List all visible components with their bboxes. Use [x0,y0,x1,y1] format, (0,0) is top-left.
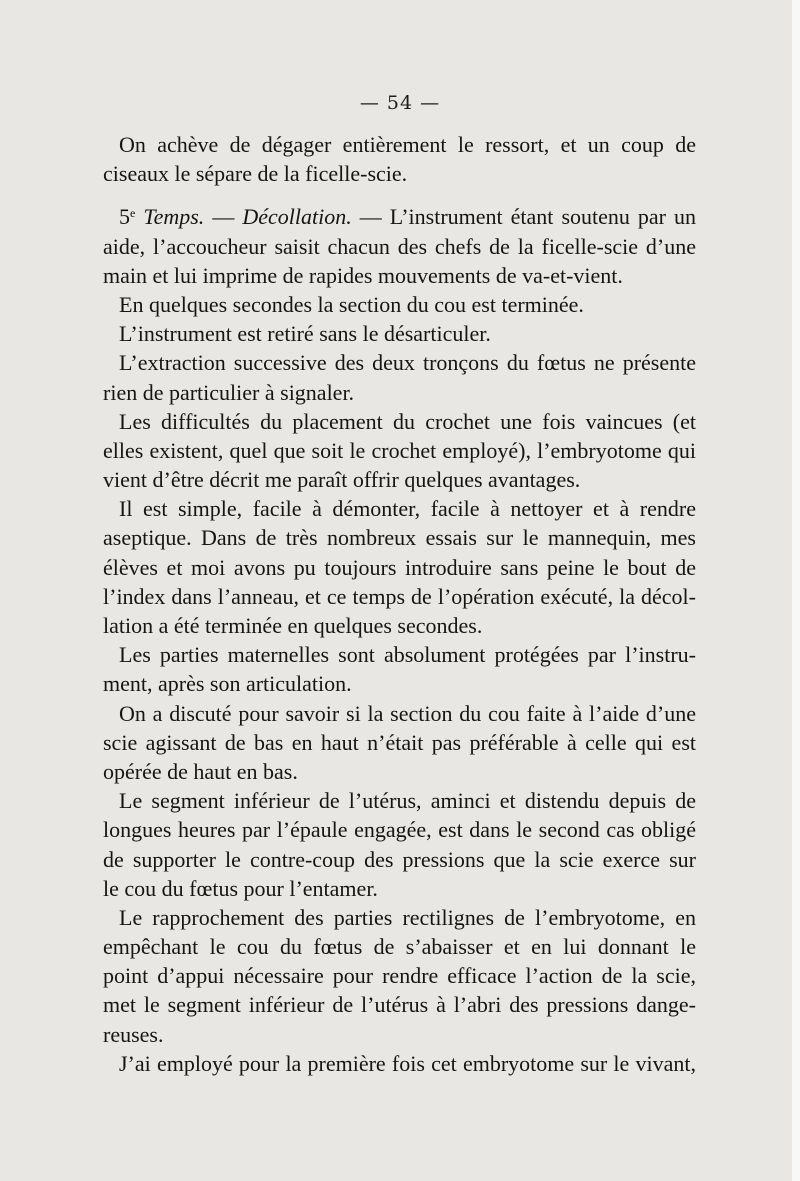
text-line: ment, après son articulation. [103,671,352,697]
text-line: elles existent, quel que soit le crochet employé), l’embryotome qui [103,437,696,463]
text-line: opérée de haut en bas. [103,758,298,784]
text-line: l’index dans l’anneau, et ce temps de l’opération exécuté, la décol- [103,583,696,609]
paragraph [103,407,696,495]
text-line: point d’appui nécessaire pour rendre efficace l’action de la scie, [103,963,696,989]
page-body [103,130,696,1078]
text-line: En quelques secondes la section du cou est terminée. [119,291,584,317]
paragraph [103,699,696,787]
text-line: le cou du fœtus pour l’entamer. [103,875,378,901]
text-line: J’ai employé pour la première fois cet embryotome sur le vivant, [119,1050,696,1076]
text-line: élèves et moi avons pu toujours introduire sans peine le bout de [103,554,696,580]
step-title: Décollation. [242,204,352,230]
paragraph [103,1049,696,1078]
text-line: Les difficultés du placement du crochet une fois vaincues (et [119,408,696,434]
text-line: On a discuté pour savoir si la section du cou faite à l’aide d’une [119,700,696,726]
text-line: Le rapprochement des parties rectilignes de l’embryotome, en [119,904,696,930]
text-line: met le segment inférieur de l’utérus à l’abri des pressions dange- [103,992,696,1018]
text-line: scie agissant de bas en haut n’était pas préférable à celle qui est [103,729,696,755]
text-line: vient d’être décrit me paraît offrir quelques avantages. [103,467,581,493]
text-fragment: — L’instrument étant soutenu par un [359,204,697,230]
text-line: aseptique. Dans de très nombreux essais sur le mannequin, mes [103,525,696,551]
text-line: de supporter le contre-coup des pressions que la scie exerce sur [103,846,696,872]
text-line [103,202,696,231]
text-line: Il est simple, facile à démonter, facile à nettoyer et à rendre [119,496,696,522]
text-line: Les parties maternelles sont absolument protégées par l’instru- [119,642,696,668]
text-line: reuses. [103,1021,164,1047]
step-number: 5 [119,204,130,230]
paragraph [103,319,696,348]
paragraph [103,640,696,698]
paragraph [103,494,696,640]
text-line: Le segment inférieur de l’utérus, aminci et distendu depuis de [119,788,696,814]
text-line: rien de particulier à signaler. [103,379,355,405]
text-line: On achève de dégager entièrement le ressort, et un coup de [119,132,696,157]
dash: — [212,204,235,230]
step-ordinal: e [130,206,136,221]
text-line: L’extraction successive des deux tronçons du fœtus ne présente [119,350,696,376]
text-line: aide, l’accoucheur saisit chacun des chefs de la ficelle-scie d’une [103,233,696,259]
step-label: Temps. [143,204,205,230]
paragraph [103,130,696,188]
text-line: longues heures par l’épaule engagée, est dans le second cas obligé [103,817,696,843]
paragraph-gap [103,188,696,202]
text-line: ciseaux le sépare de la ficelle-scie. [103,161,408,187]
page-number: — 54 — [359,92,441,114]
text-line: empêchant le cou du fœtus de s’abaisser et en lui donnant le [103,934,696,960]
text-line: L’instrument est retiré sans le désarticuler. [119,321,491,347]
paragraph [103,786,696,903]
paragraph [103,202,696,290]
paragraph [103,348,696,406]
text-line: main et lui imprime de rapides mouvements de va-et-vient. [103,262,623,288]
text-line: lation a été terminée en quelques secondes. [103,613,483,638]
paragraph [103,903,696,1049]
paragraph [103,290,696,319]
